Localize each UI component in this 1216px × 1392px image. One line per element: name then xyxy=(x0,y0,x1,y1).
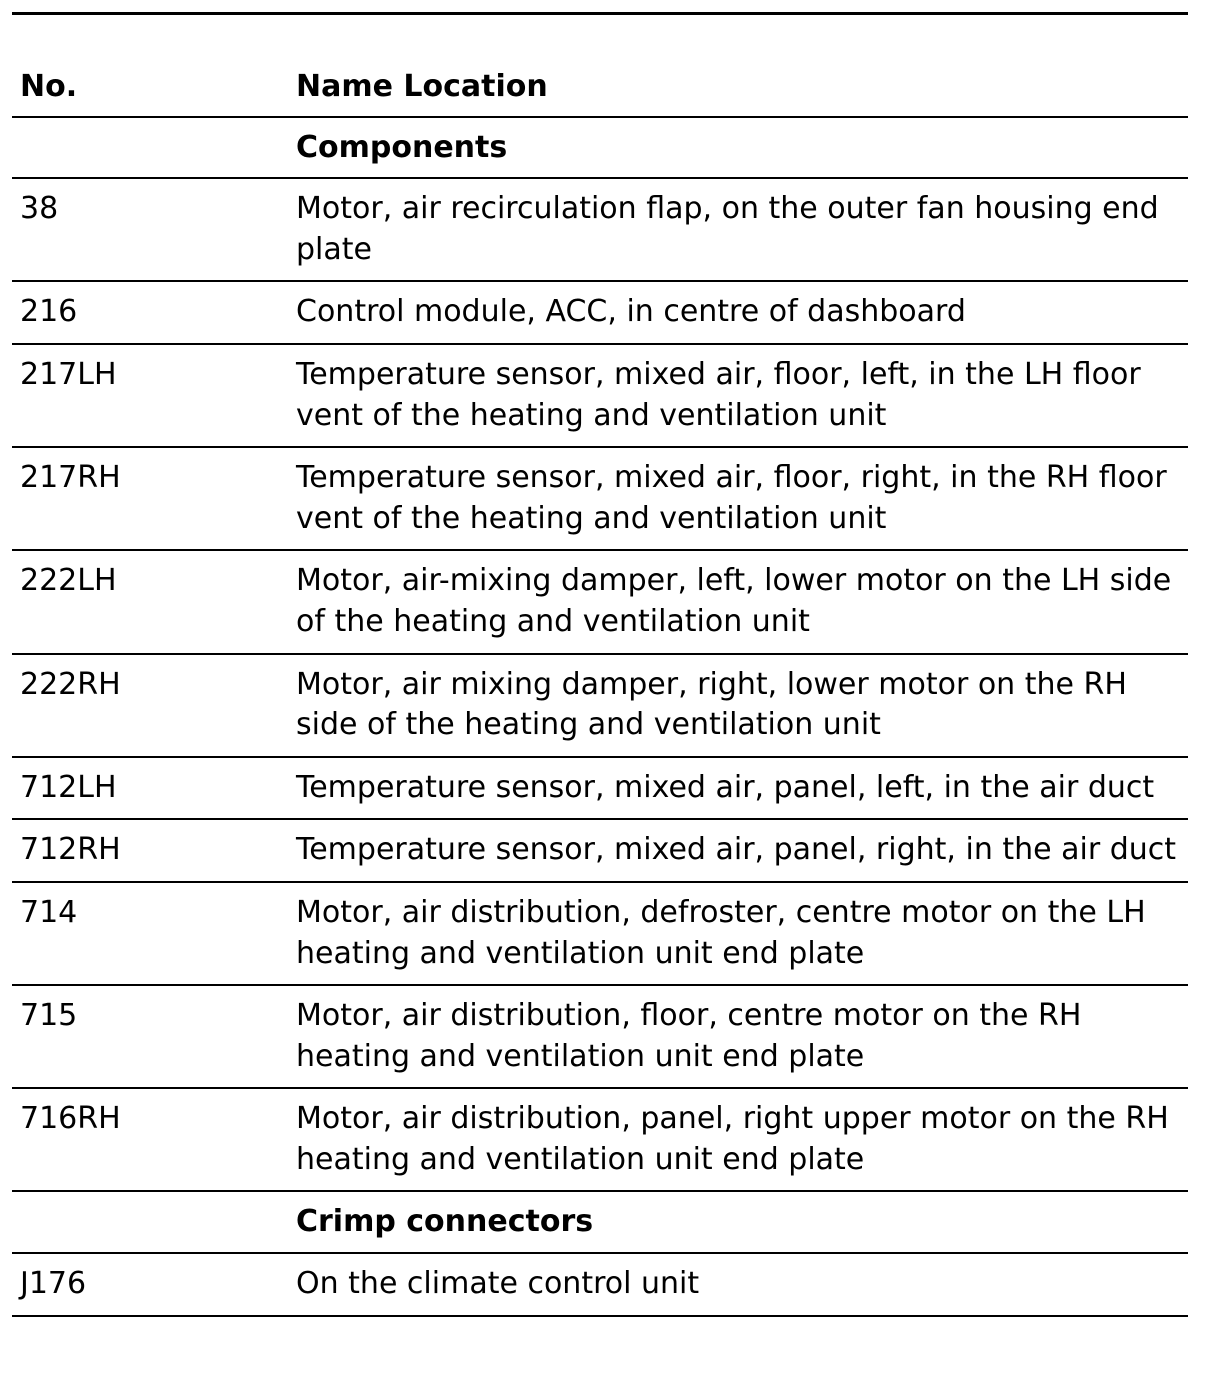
table-row xyxy=(12,178,1188,281)
table-header-row xyxy=(12,15,1188,117)
cell-location: Motor, air-mixing damper, left, lower motor on the LH side of the heating and ventilation unit xyxy=(296,550,1188,653)
cell-no: 217RH xyxy=(12,447,296,550)
table-row xyxy=(12,447,1188,550)
cell-location: Control module, ACC, in centre of dashboard xyxy=(296,281,1188,344)
cell-location: Temperature sensor, mixed air, floor, left, in the LH floor vent of the heating and ventilation unit xyxy=(296,344,1188,447)
table-row xyxy=(12,550,1188,653)
table-row xyxy=(12,757,1188,820)
cell-location: Temperature sensor, mixed air, panel, right, in the air duct xyxy=(296,819,1188,882)
cell-no: 222RH xyxy=(12,654,296,757)
group-label: Components xyxy=(296,117,1188,179)
group-row xyxy=(12,117,1188,179)
group-no-cell xyxy=(12,1191,296,1253)
table-row xyxy=(12,1088,1188,1191)
cell-location: On the climate control unit xyxy=(296,1253,1188,1316)
cell-location: Motor, air recirculation flap, on the outer fan housing end plate xyxy=(296,178,1188,281)
table-row xyxy=(12,281,1188,344)
group-no-cell xyxy=(12,117,296,179)
table-row xyxy=(12,882,1188,985)
cell-location: Motor, air distribution, panel, right upper motor on the RH heating and ventilation unit end plate xyxy=(296,1088,1188,1191)
cell-no: 714 xyxy=(12,882,296,985)
table-row xyxy=(12,819,1188,882)
group-label: Crimp connectors xyxy=(296,1191,1188,1253)
group-row xyxy=(12,1191,1188,1253)
column-header-location: Name Location xyxy=(296,15,1188,117)
cell-location: Temperature sensor, mixed air, floor, right, in the RH floor vent of the heating and ventilation unit xyxy=(296,447,1188,550)
document xyxy=(12,12,1188,1317)
table-body xyxy=(12,117,1188,1316)
cell-no: J176 xyxy=(12,1253,296,1316)
cell-location: Temperature sensor, mixed air, panel, left, in the air duct xyxy=(296,757,1188,820)
cell-no: 716RH xyxy=(12,1088,296,1191)
cell-no: 712LH xyxy=(12,757,296,820)
cell-no: 38 xyxy=(12,178,296,281)
table-row xyxy=(12,985,1188,1088)
cell-no: 712RH xyxy=(12,819,296,882)
cell-location: Motor, air distribution, floor, centre motor on the RH heating and ventilation unit end plate xyxy=(296,985,1188,1088)
table-row xyxy=(12,344,1188,447)
cell-no: 217LH xyxy=(12,344,296,447)
cell-no: 222LH xyxy=(12,550,296,653)
cell-location: Motor, air distribution, defroster, centre motor on the LH heating and ventilation unit end plate xyxy=(296,882,1188,985)
cell-no: 715 xyxy=(12,985,296,1088)
cell-no: 216 xyxy=(12,281,296,344)
table-row xyxy=(12,654,1188,757)
table-row xyxy=(12,1253,1188,1316)
cell-location: Motor, air mixing damper, right, lower motor on the RH side of the heating and ventilation unit xyxy=(296,654,1188,757)
column-header-no: No. xyxy=(12,15,296,117)
component-table xyxy=(12,15,1188,1317)
